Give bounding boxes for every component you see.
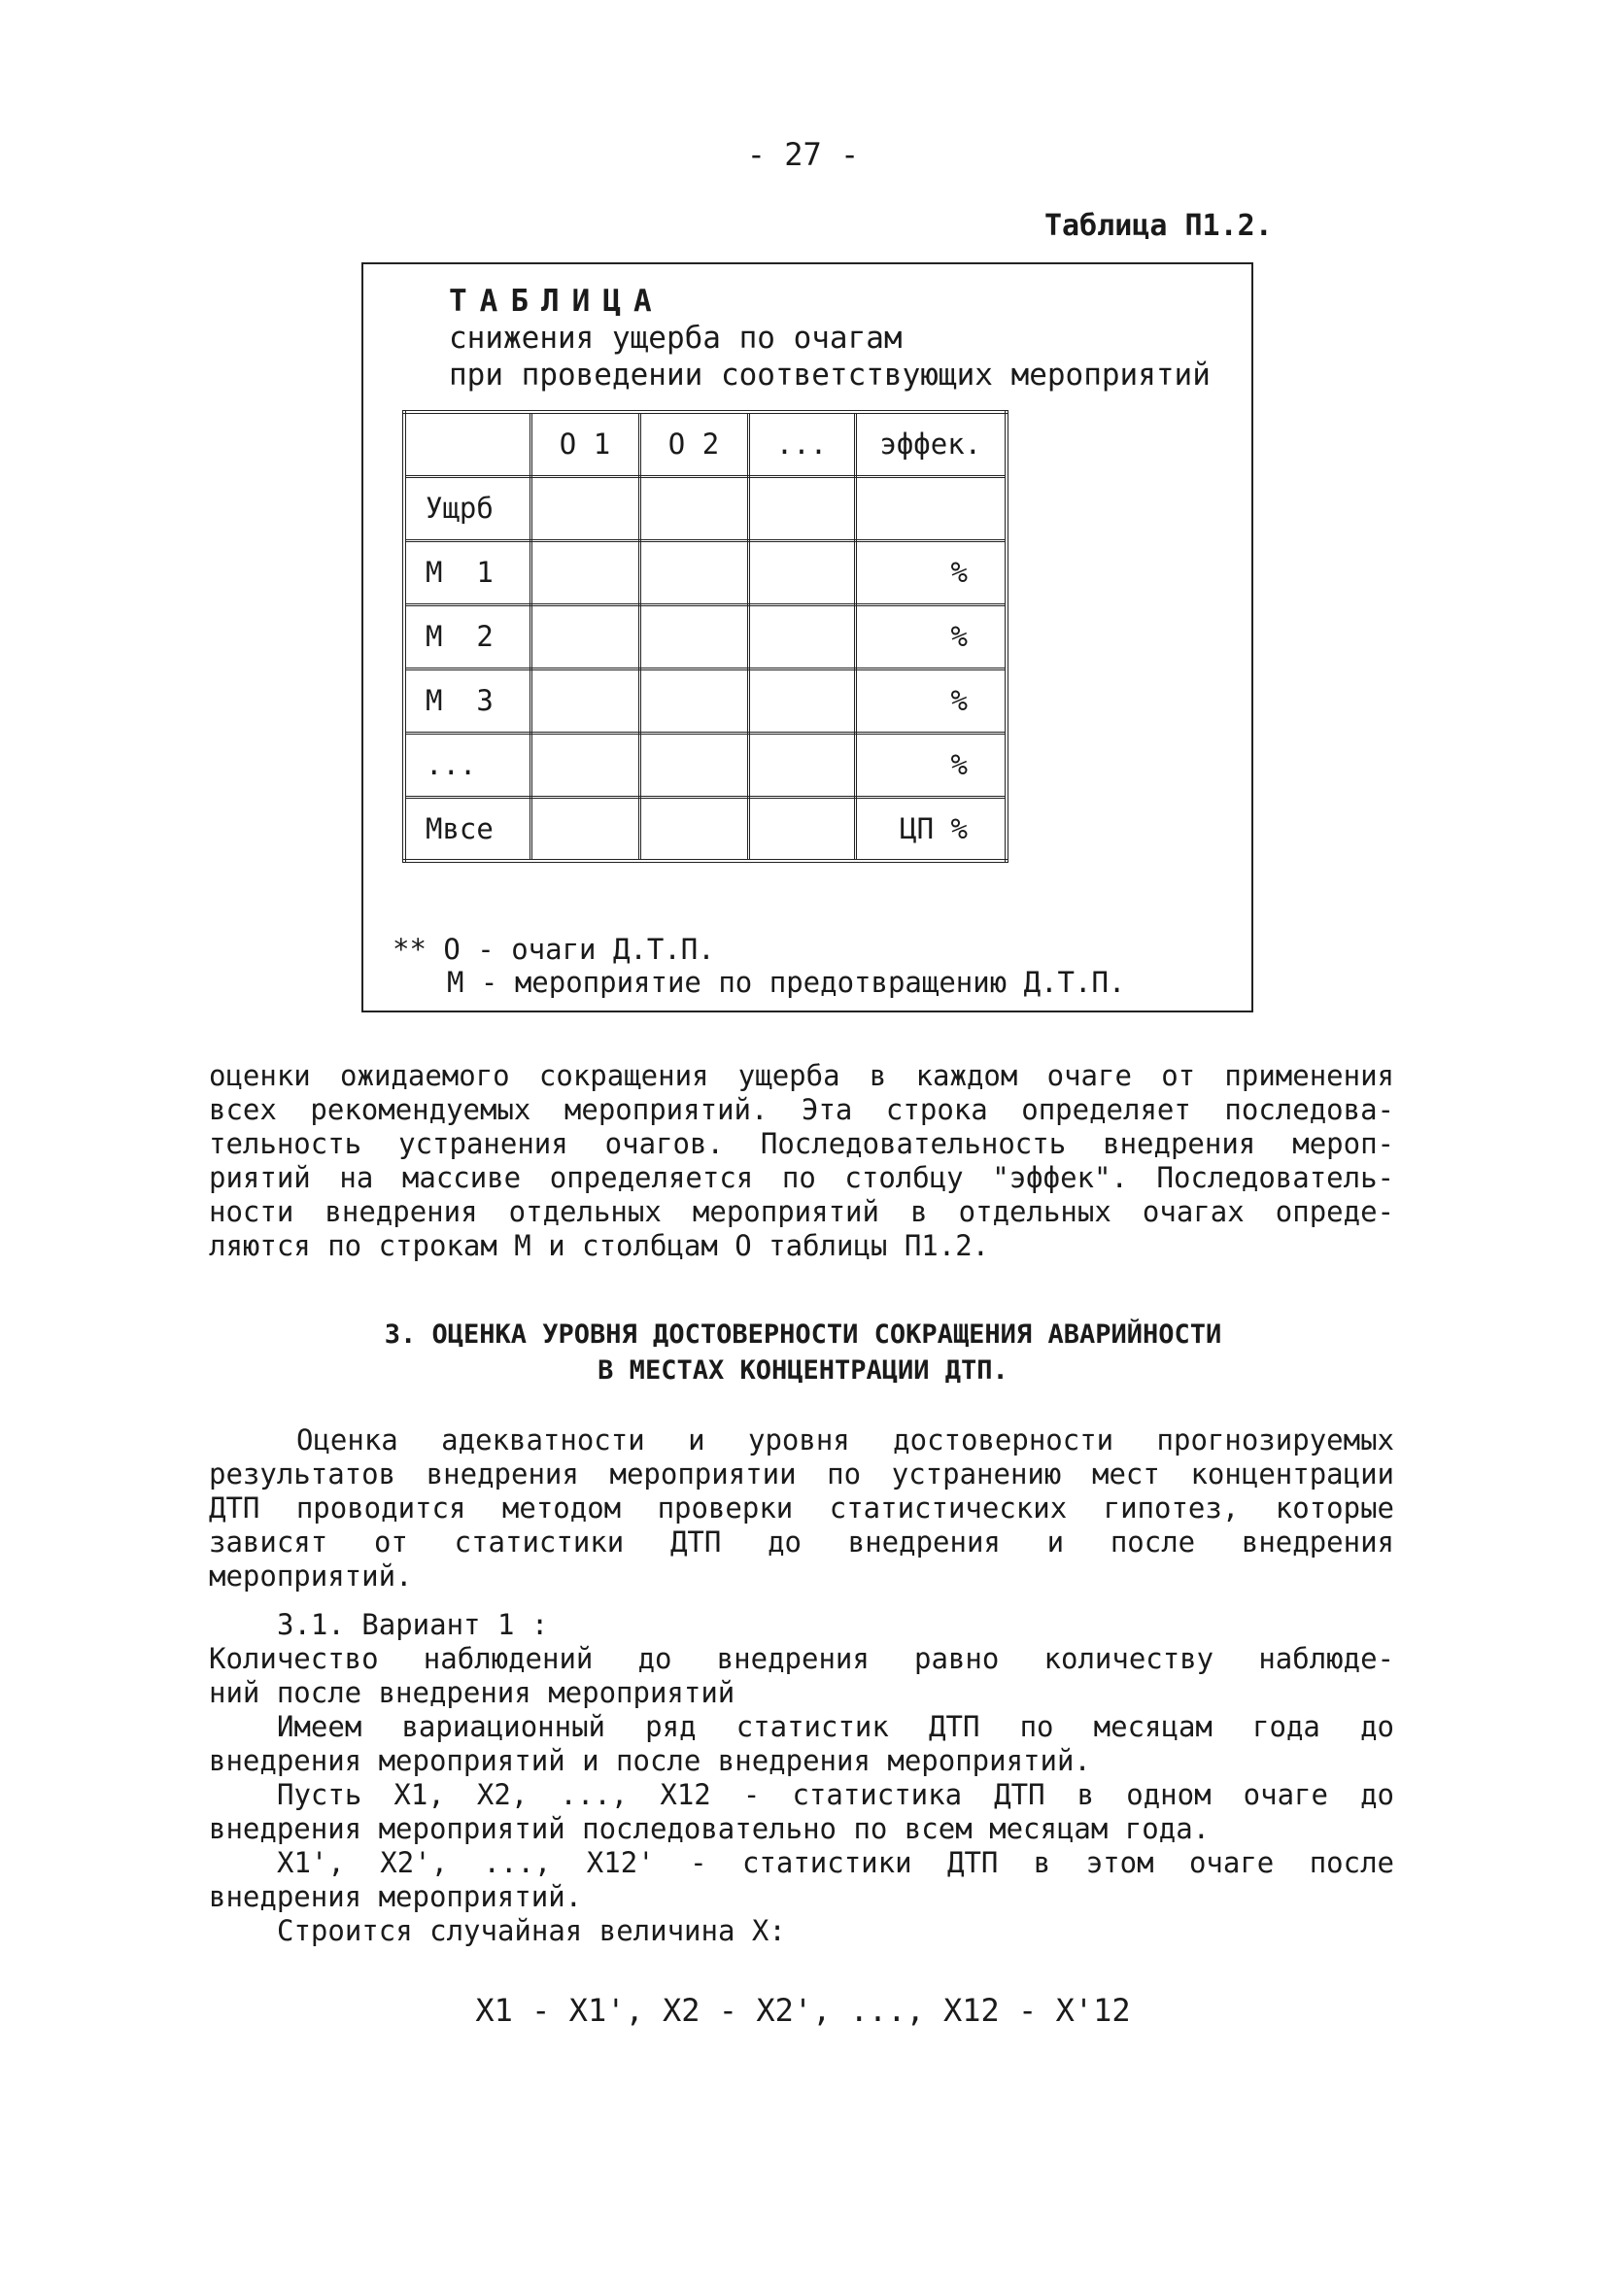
footnote-m: М - мероприятие по предотвращению Д.Т.П. <box>447 966 1126 999</box>
table-row <box>404 668 1007 733</box>
text-line: Строится случайная величина X: <box>277 1914 786 1947</box>
row-label: М 1 <box>404 540 530 604</box>
text-line: X1', X2', ..., X12' - статистики ДТП в этом очаге после <box>277 1846 1394 1879</box>
text-line: всех рекомендуемых мероприятий. Эта строка определяет последова- <box>209 1093 1394 1126</box>
formula: X1 - X1', X2 - X2', ..., X12 - X'12 <box>475 1992 1131 2029</box>
text-line: ДТП проводится методом проверки статистических гипотез, которые <box>209 1491 1394 1525</box>
heading-line: В МЕСТАХ КОНЦЕНТРАЦИИ ДТП. <box>598 1355 1008 1386</box>
table-subtitle-1: снижения ущерба по очагам <box>449 321 903 356</box>
table-cell <box>748 797 855 861</box>
header-cell: О 2 <box>639 412 748 476</box>
table-row <box>404 797 1007 861</box>
table-cell: % <box>855 540 1007 604</box>
table-cell: % <box>855 733 1007 797</box>
subsection-title: 3.1. Вариант 1 : <box>277 1608 549 1641</box>
table-cell <box>639 476 748 540</box>
table-cell <box>530 476 639 540</box>
table-frame <box>361 262 1253 1012</box>
table-cell: % <box>855 604 1007 668</box>
table-row <box>404 733 1007 797</box>
table-cell <box>530 797 639 861</box>
row-label: Ущрб <box>404 476 530 540</box>
table-header-row <box>404 412 1007 476</box>
table-row <box>404 476 1007 540</box>
table-cell <box>530 733 639 797</box>
paragraph-variant <box>209 1642 1394 1948</box>
table-cell: ЦП % <box>855 797 1007 861</box>
table-cell <box>639 733 748 797</box>
table-cell <box>639 540 748 604</box>
text-line: Пусть X1, X2, ..., X12 - статистика ДТП в одном очаге до <box>277 1778 1394 1811</box>
text-line: внедрения мероприятий последовательно по всем месяцам года. <box>209 1812 1211 1845</box>
table-row <box>404 540 1007 604</box>
table-cell: % <box>855 668 1007 733</box>
damage-table <box>402 410 1008 863</box>
header-cell <box>404 412 530 476</box>
text-line: Оценка адекватности и уровня достоверности прогнозируемых <box>296 1423 1394 1456</box>
header-cell: эффек. <box>855 412 1007 476</box>
header-cell: О 1 <box>530 412 639 476</box>
text-line: тельность устранения очагов. Последовательность внедрения мероп- <box>209 1127 1394 1160</box>
text-line: риятий на массиве определяется по столбцу "эффек". Последователь- <box>209 1161 1394 1194</box>
text-line: Количество наблюдений до внедрения равно количеству наблюде- <box>209 1642 1394 1675</box>
table-cell <box>639 604 748 668</box>
text-line: зависят от статистики ДТП до внедрения и после внедрения <box>209 1525 1394 1559</box>
header-cell: ... <box>748 412 855 476</box>
row-label: ... <box>404 733 530 797</box>
text-line: ляются по строкам М и столбцам О таблицы П1.2. <box>209 1229 990 1262</box>
table-cell <box>748 540 855 604</box>
paragraph-effect <box>209 1059 1394 1263</box>
footnote-o: ** О - очаги Д.Т.П. <box>393 933 715 966</box>
page-number: - 27 - <box>746 136 860 173</box>
table-cell <box>639 797 748 861</box>
table-cell <box>530 540 639 604</box>
text-line: Имеем вариационный ряд статистик ДТП по месяцам года до <box>277 1710 1394 1743</box>
table-cell <box>530 604 639 668</box>
table-cell <box>855 476 1007 540</box>
text-line: внедрения мероприятий и после внедрения мероприятий. <box>209 1744 1091 1777</box>
table-cell <box>748 604 855 668</box>
row-label: Мвсе <box>404 797 530 861</box>
text-line: оценки ожидаемого сокращения ущерба в каждом очаге от применения <box>209 1059 1394 1092</box>
table-cell <box>639 668 748 733</box>
paragraph-assessment <box>209 1423 1394 1593</box>
text-line: ний после внедрения мероприятий <box>209 1676 735 1709</box>
table-subtitle-2: при проведении соответствующих мероприятий <box>449 358 1211 393</box>
section-heading <box>0 1317 1606 1388</box>
table-title: ТАБЛИЦА <box>449 284 665 319</box>
table-cell <box>530 668 639 733</box>
table-cell <box>748 476 855 540</box>
heading-line: 3. ОЦЕНКА УРОВНЯ ДОСТОВЕРНОСТИ СОКРАЩЕНИЯ АВАРИЙНОСТИ <box>384 1319 1222 1350</box>
text-line: мероприятий. <box>209 1559 413 1593</box>
row-label: М 2 <box>404 604 530 668</box>
table-row <box>404 604 1007 668</box>
text-line: результатов внедрения мероприятии по устранению мест концентрации <box>209 1457 1394 1491</box>
table-cell <box>748 668 855 733</box>
table-cell <box>748 733 855 797</box>
table-caption: Таблица П1.2. <box>1044 209 1273 243</box>
text-line: внедрения мероприятий. <box>209 1880 583 1913</box>
text-line: ности внедрения отдельных мероприятий в отдельных очагах опреде- <box>209 1195 1394 1228</box>
row-label: М 3 <box>404 668 530 733</box>
